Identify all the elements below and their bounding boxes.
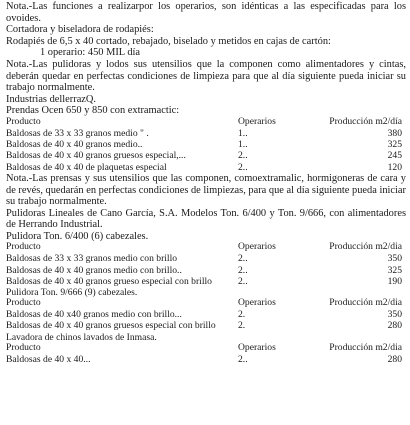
table1-cell: Baldosas de 33 x 33 granos medio " .: [6, 127, 149, 139]
table4-header-product: Producto: [6, 341, 41, 353]
table4-cell: Baldosas de 40 x 40...: [6, 353, 91, 365]
table1-header-operators: Operarios: [238, 115, 276, 127]
table3-row: [6, 309, 406, 320]
table2-row: [6, 276, 406, 287]
table1-cell: 380: [387, 127, 402, 139]
table4-row: [6, 354, 406, 365]
section-pulidora-9666: Pulidora Ton. 9/666 (9) cabezales.: [6, 287, 138, 299]
table1-cell: 120: [387, 161, 402, 173]
table3-cell: 2.: [238, 309, 246, 321]
table1-cell: 245: [387, 150, 402, 162]
section-pulidora-6400: Pulidora Ton. 6/400 (6) cabezales.: [6, 230, 149, 242]
table3-cell: 2.: [238, 320, 246, 332]
table4-header-production: Producción m2/dia: [329, 341, 402, 353]
table4-header-operators: Operarios: [238, 341, 276, 353]
table3-cell: Baldosas de 40 x40 granos medio con brillo...: [6, 309, 182, 321]
table1-row: [6, 139, 406, 150]
table4-cell: 280: [387, 353, 402, 365]
note-1: Nota.-Las funciones a realizarpor los operarios, son idénticas a las especificadas para los ovoides.: [6, 1, 406, 24]
section-lavadora: Lavadora de chinos lavados de Inmasa.: [6, 331, 157, 343]
table1-row: [6, 128, 406, 139]
table2-cell: Baldosas de 33 x 33 granos medio con brillo: [6, 253, 178, 265]
table3-header-production: Producción m2/dia: [329, 297, 402, 309]
table2-header: [6, 242, 406, 253]
table2-cell: 190: [387, 275, 402, 287]
line-operario: 1 operario: 450 MIL día: [40, 47, 141, 59]
table1-cell: Baldosas de 40 x 40 granos medio..: [6, 139, 143, 151]
table3-header-product: Producto: [6, 297, 41, 309]
table3-cell: Baldosas de 40 x 40 granos gruesos especial con brillo: [6, 320, 216, 332]
section-industrias: Industrias dellerrazQ.: [6, 93, 97, 105]
table1-row: [6, 162, 406, 173]
table2-header-product: Producto: [6, 241, 41, 253]
document-page: [6, 1, 406, 365]
table3-header-operators: Operarios: [238, 297, 276, 309]
table2-cell: 2..: [238, 264, 248, 276]
table2-cell: 325: [387, 264, 402, 276]
table3-cell: 350: [387, 309, 402, 321]
table4-header: [6, 343, 406, 354]
table1-row: [6, 150, 406, 161]
section-pulidoras-lineales: Pulidoras Lineales de Cano García, S.A. Modelos Ton. 6/400 y Ton. 9/666, con alimentadores de Herrando Industrial.: [6, 207, 406, 231]
table3-header: [6, 298, 406, 309]
table2-cell: Baldosas de 40 x 40 granos grueso especial con brillo: [6, 275, 212, 287]
table2-header-operators: Operarios: [238, 241, 276, 253]
table1-cell: 1..: [238, 139, 248, 151]
table2-row: [6, 253, 406, 264]
table1-header: [6, 117, 406, 128]
table1-header-product: Producto: [6, 115, 41, 127]
table2-cell: 350: [387, 253, 402, 265]
table1-cell: Baldosas de 40 x 40 granos gruesos especial,...: [6, 150, 186, 162]
table3-row: [6, 320, 406, 331]
table1-cell: 2..: [238, 150, 248, 162]
section-cortadora: Cortadora y biseladora de rodapiés:: [6, 24, 154, 36]
table2-row: [6, 265, 406, 276]
line-rodapies: Rodapiés de 6,5 x 40 cortado, rebajado, biselado y metidos en cajas de cartón:: [6, 35, 331, 47]
table1-header-production: Producción m2/día: [329, 115, 402, 127]
table1-cell: Baldosas de 40 x 40 de plaquetas especial: [6, 161, 167, 173]
note-2: Nota.-Las pulidoras y lodos sus utensilios que la componen como alimentadores y cintas, deberán quedar en perfectas condiciones de limpieza para que al día siguiente pueda iniciar su trabajo normalmente.: [6, 58, 406, 94]
table3-cell: 280: [387, 320, 402, 332]
table1-cell: 1..: [238, 127, 248, 139]
note-3: Nota.-Las prensas y sus utensilios que las componen, comoextramalic, hormigoneras de cara y de revés, quedarán en perfectas condiciones de limpiezas, para que al día siguiente pueda iniciar su trabajo normalmente.: [6, 172, 406, 208]
table4-cell: 2..: [238, 353, 248, 365]
table2-cell: 2..: [238, 253, 248, 265]
table1-cell: 2..: [238, 161, 248, 173]
table2-header-production: Producción m2/dia: [329, 241, 402, 253]
table2-cell: 2..: [238, 275, 248, 287]
section-prendas: Prendas Ocen 650 y 850 con extramactic:: [6, 105, 180, 117]
table2-cell: Baldosas de 40 x 40 granos medio con brillo..: [6, 264, 182, 276]
table1-cell: 325: [387, 139, 402, 151]
